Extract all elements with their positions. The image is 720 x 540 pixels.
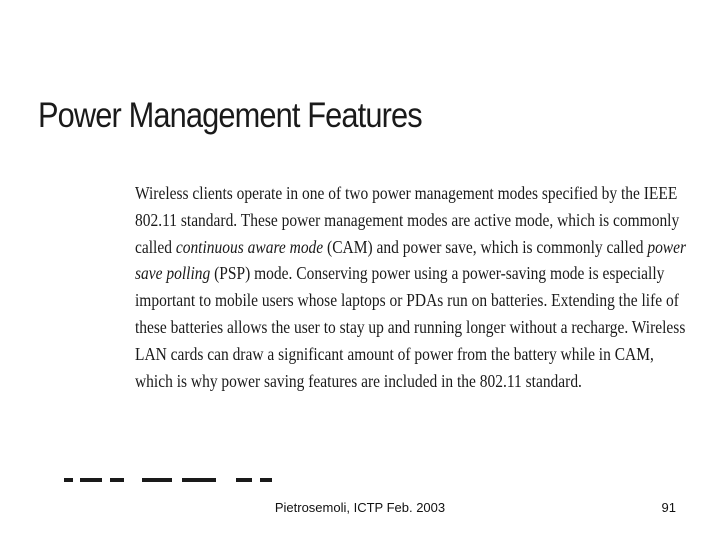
body-italic-term: continuous aware mode [175,236,324,257]
body-text-segment: called [135,236,176,257]
body-line [135,287,679,314]
body-text-segment: Wireless clients operate in one of two power management modes specified by the IEEE [135,183,678,203]
body-line [135,207,680,234]
body-line [135,180,678,207]
body-text-segment: 802.11 standard. These power management modes are active mode, which is commonly [135,209,680,230]
body-italic-term: save polling [135,263,211,284]
slide-footer [0,496,720,516]
body-paragraph [135,180,690,394]
body-line [135,368,612,395]
body-line [135,234,687,261]
page-number: 91 [661,500,676,515]
body-text-segment: these batteries allows the user to stay up and running longer without a recharge. Wireless [135,316,686,337]
body-line [135,314,686,341]
body-text-segment: important to mobile users whose laptops or PDAs run on batteries. Extending the life of [135,290,679,311]
slide-title: Power Management Features [38,96,422,135]
body-italic-term: power [647,236,687,257]
footer-credit: Pietrosemoli, ICTP Feb. 2003 [274,500,446,515]
body-text-segment: LAN cards can draw a significant amount of power from the battery while in CAM, [135,343,654,364]
body-line [135,341,654,368]
cropped-text-fragment [64,478,304,485]
body-line [135,260,665,287]
body-text-segment: (PSP) mode. Conserving power using a power-saving mode is especially [210,263,665,284]
body-text-segment: which is why power saving features are included in the 802.11 standard. [135,370,582,391]
body-text-segment: (CAM) and power save, which is commonly called [323,236,648,257]
